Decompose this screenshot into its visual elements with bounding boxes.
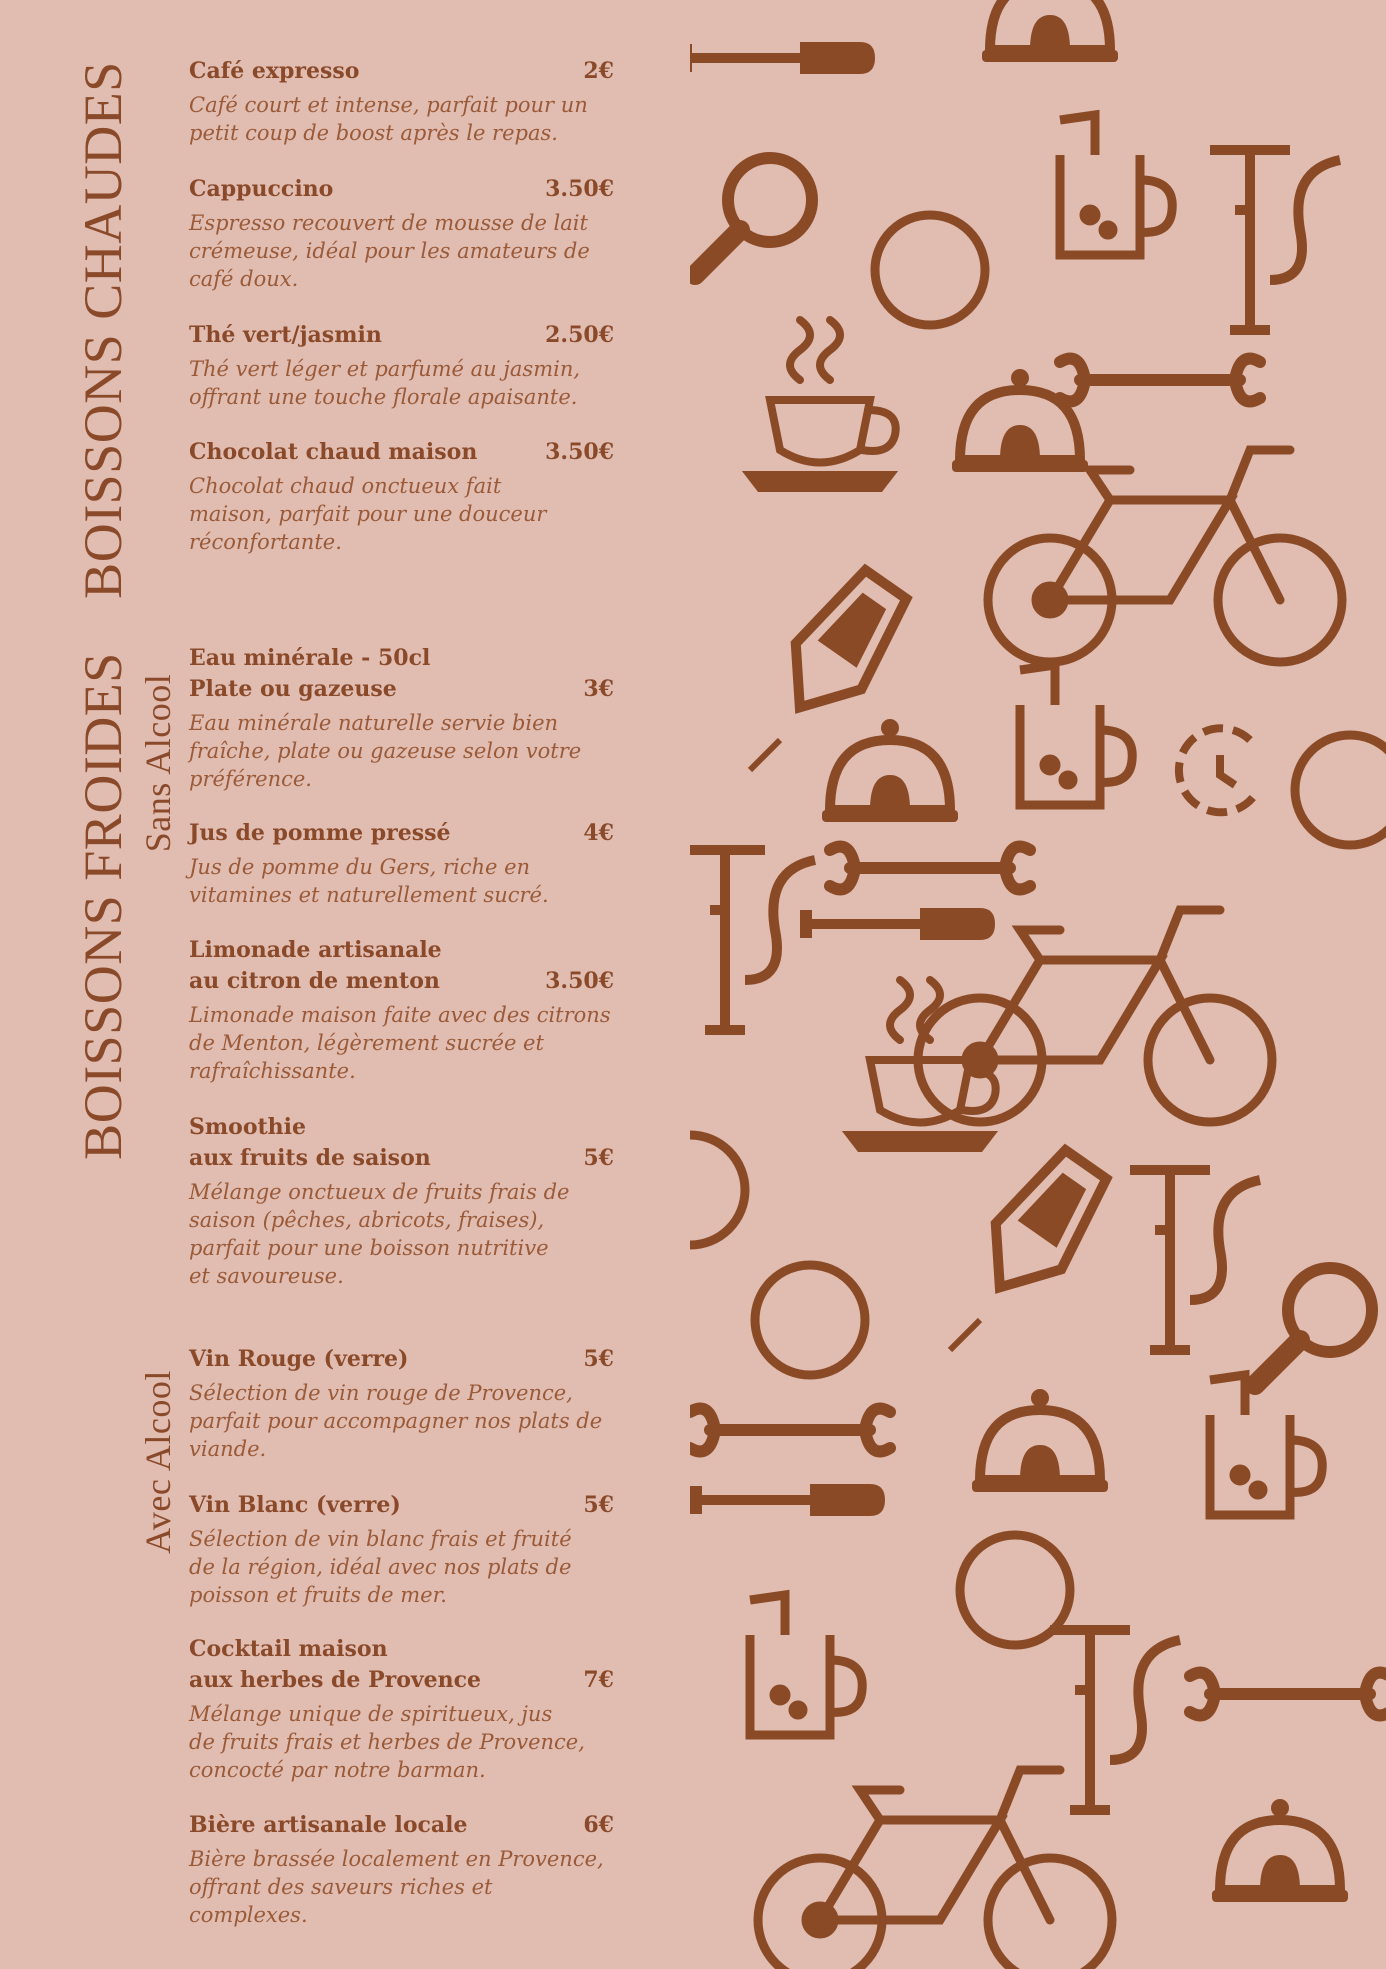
tire-pump-icon	[1050, 1630, 1180, 1810]
menu-item	[189, 320, 614, 411]
tire-pump-icon	[1130, 1170, 1260, 1350]
item-description: Café court et intense, parfait pour un petit coup de boost après le repas.	[189, 93, 588, 145]
item-price: 7€	[583, 1667, 614, 1693]
cloche-icon	[822, 719, 958, 822]
wrench-icon	[830, 847, 1030, 890]
menu-item	[189, 56, 614, 147]
wrench-icon	[1060, 359, 1260, 402]
item-name: Smoothie aux fruits de saison	[189, 1114, 431, 1171]
icon-pattern-panel	[690, 0, 1386, 1969]
item-description: Mélange onctueux de fruits frais de saison (pêches, abricots, fraises), parfait pour une boisson nutritive et savoureuse.	[189, 1180, 570, 1288]
wrench-icon	[690, 1409, 890, 1452]
glass-icon	[1210, 1375, 1322, 1515]
item-description: Espresso recouvert de mousse de lait crémeuse, idéal pour les amateurs de café doux.	[189, 211, 590, 291]
item-name: Vin Rouge (verre)	[189, 1346, 409, 1372]
item-price: 4€	[583, 820, 614, 846]
alcohol-drinks-subtitle: Avec Alcool	[138, 1370, 178, 1554]
wrench-icon	[1190, 1673, 1386, 1716]
menu-column	[0, 0, 690, 1969]
plate-icon	[875, 215, 985, 325]
item-name: Café expresso	[189, 58, 360, 84]
magnifier-icon	[695, 158, 812, 275]
screwdriver-icon	[690, 1484, 885, 1516]
cold-drinks-title: BOISSONS FROIDES	[73, 652, 133, 1160]
item-price: 3.50€	[545, 176, 614, 202]
menu-item	[189, 1810, 614, 1929]
menu-item	[189, 643, 614, 793]
glass-icon	[1060, 115, 1172, 255]
glass-icon	[750, 1595, 862, 1735]
menu-item	[189, 1112, 614, 1290]
item-description: Mélange unique de spiritueux, jus de fruits frais et herbes de Provence, concocté par notre barman.	[189, 1702, 585, 1782]
screwdriver-icon	[690, 42, 875, 74]
coffee-cup-icon	[750, 320, 896, 488]
item-name: Eau minérale - 50cl Plate ou gazeuse	[189, 645, 431, 702]
menu-item	[189, 935, 614, 1085]
ink-bottle-icon	[950, 1142, 1119, 1350]
item-price: 6€	[583, 1812, 614, 1838]
bicycle-icon	[758, 1770, 1112, 1969]
menu-item	[189, 1634, 614, 1784]
item-description: Bière brassée localement en Provence, offrant des saveurs riches et complexes.	[189, 1847, 604, 1927]
item-price: 5€	[583, 1145, 614, 1171]
tire-pump-icon	[690, 850, 815, 1030]
item-name: Bière artisanale locale	[189, 1812, 468, 1838]
screwdriver-icon	[800, 908, 995, 940]
item-name: Cocktail maison aux herbes de Provence	[189, 1636, 482, 1693]
item-name: Thé vert/jasmin	[189, 322, 382, 348]
item-price: 2€	[583, 58, 614, 84]
item-description: Sélection de vin blanc frais et fruité de la région, idéal avec nos plats de poisson et fruits de mer.	[189, 1527, 572, 1607]
soft-drinks-subtitle: Sans Alcool	[138, 673, 178, 853]
cloche-icon	[1212, 1799, 1348, 1902]
plate-icon	[690, 1135, 745, 1245]
icon-pattern	[690, 0, 1386, 1969]
item-description: Eau minérale naturelle servie bien fraîche, plate ou gazeuse selon votre préférence.	[189, 711, 582, 791]
item-name: Cappuccino	[189, 176, 334, 202]
item-description: Limonade maison faite avec des citrons de Menton, légèrement sucrée et rafraîchissante.	[189, 1003, 611, 1083]
bicycle-icon	[918, 910, 1272, 1122]
cloche-icon	[972, 1389, 1108, 1492]
item-description: Chocolat chaud onctueux fait maison, parfait pour une douceur réconfortante.	[189, 474, 547, 554]
cloche-icon	[982, 0, 1118, 62]
item-description: Jus de pomme du Gers, riche en vitamines et naturellement sucré.	[189, 855, 549, 907]
item-price: 3€	[583, 676, 614, 702]
tire-pump-icon	[1210, 150, 1340, 330]
cloche-icon	[952, 369, 1088, 472]
item-price: 5€	[583, 1346, 614, 1372]
bicycle-icon	[988, 450, 1342, 662]
menu-item	[189, 1344, 614, 1463]
menu-item	[189, 1490, 614, 1609]
hot-drinks-title: BOISSONS CHAUDES	[73, 61, 133, 599]
clock-icon	[1179, 728, 1258, 812]
plate-icon	[1295, 735, 1386, 845]
item-description: Thé vert léger et parfumé au jasmin, offrant une touche florale apaisante.	[189, 357, 581, 409]
item-description: Sélection de vin rouge de Provence, parfait pour accompagner nos plats de viande.	[189, 1381, 603, 1461]
item-price: 5€	[583, 1492, 614, 1518]
menu-item	[189, 174, 614, 293]
glass-icon	[1020, 665, 1132, 805]
item-price: 3.50€	[545, 968, 614, 994]
item-price: 3.50€	[545, 439, 614, 465]
item-name: Jus de pomme pressé	[189, 820, 451, 846]
item-price: 2.50€	[545, 322, 614, 348]
item-name: Limonade artisanale au citron de menton	[189, 937, 442, 994]
plate-icon	[755, 1265, 865, 1375]
magnifier-icon	[1255, 1268, 1372, 1385]
item-name: Chocolat chaud maison	[189, 439, 478, 465]
menu-item	[189, 437, 614, 556]
menu-item	[189, 818, 614, 909]
item-name: Vin Blanc (verre)	[189, 1492, 401, 1518]
